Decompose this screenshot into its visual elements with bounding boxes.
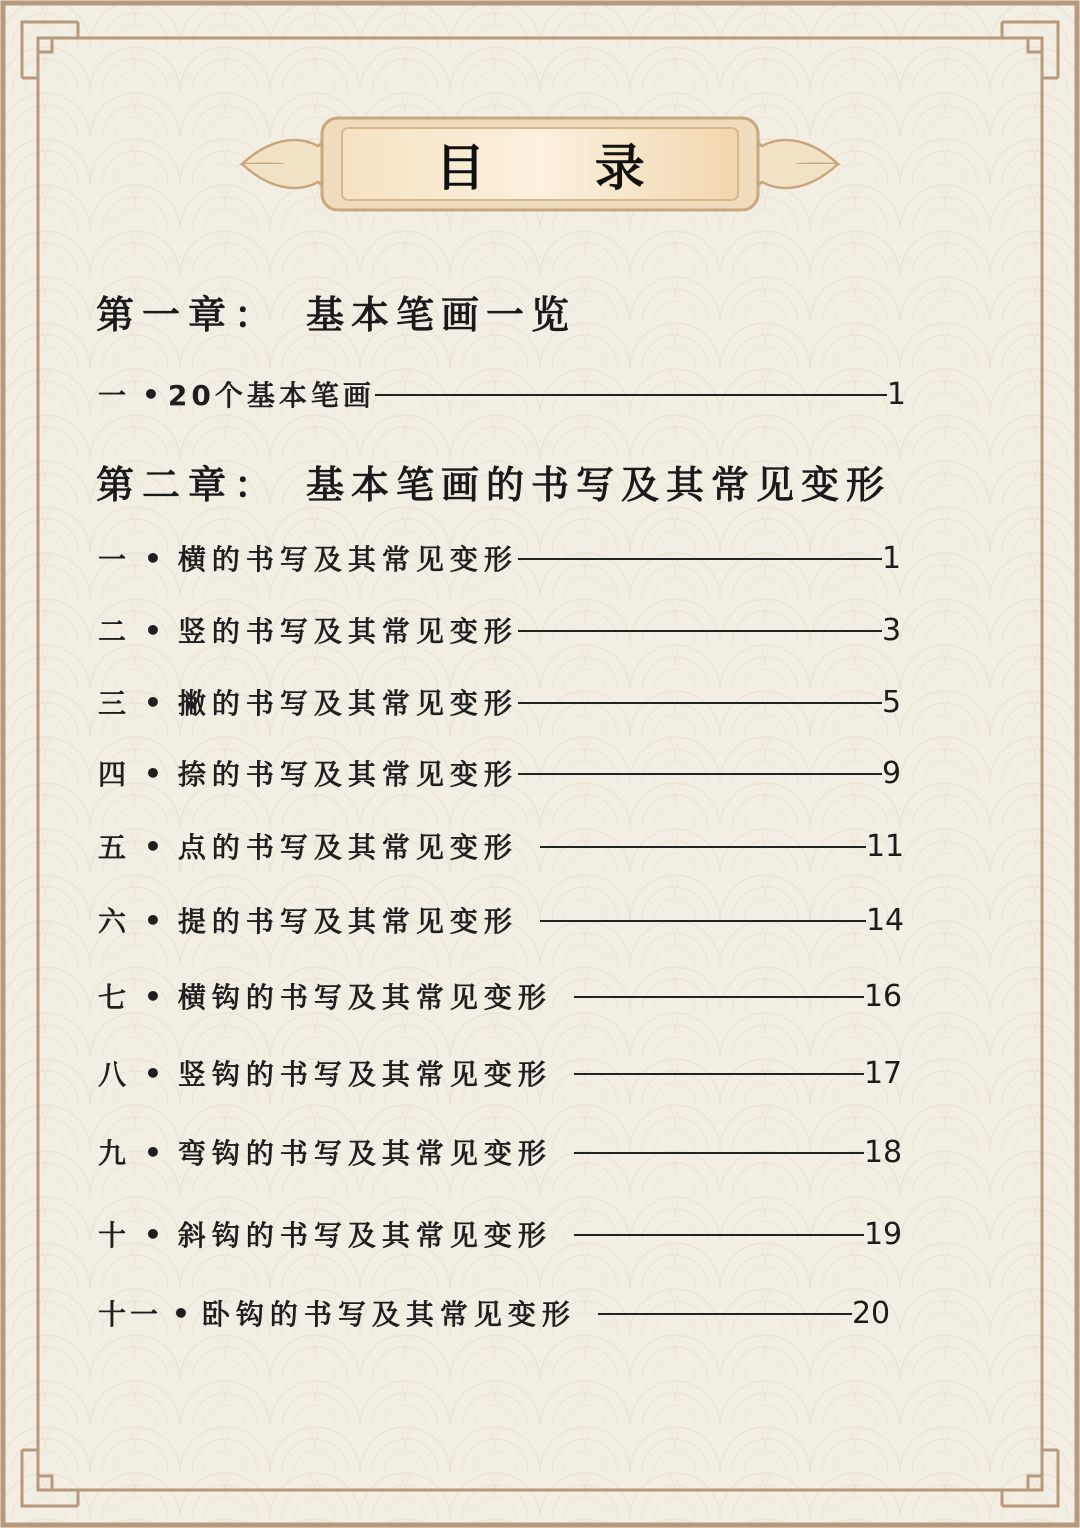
entry-page-number: 14 xyxy=(865,902,905,938)
dotted-leader xyxy=(540,846,866,848)
entry-bullet: • xyxy=(144,1056,162,1090)
entry-bullet: • xyxy=(144,903,162,937)
toc-entry[interactable] xyxy=(98,682,901,722)
entry-bullet: • xyxy=(172,1296,190,1330)
entry-label: 20个基本笔画 xyxy=(167,379,375,412)
toc-entry[interactable] xyxy=(98,1053,902,1093)
entry-number: 十 xyxy=(98,1219,131,1252)
dotted-leader xyxy=(375,394,887,396)
entry-bullet: • xyxy=(144,756,162,790)
entry-bullet: • xyxy=(144,1135,162,1169)
toc-entry[interactable] xyxy=(98,538,901,578)
entry-page-number: 16 xyxy=(863,978,903,1014)
entry-bullet: • xyxy=(144,541,162,575)
toc-entry[interactable] xyxy=(98,900,904,940)
entry-bullet: • xyxy=(144,685,162,719)
dotted-leader xyxy=(574,996,864,998)
entry-label: 提的书写及其常见变形 xyxy=(177,905,518,938)
entry-page-number: 20 xyxy=(851,1295,891,1331)
toc-entry[interactable] xyxy=(98,374,906,414)
entry-page-number: 1 xyxy=(881,540,902,576)
chapter-colon: ： xyxy=(234,293,273,337)
dotted-leader xyxy=(540,920,866,922)
entry-bullet: • xyxy=(144,1217,162,1251)
toc-entry[interactable] xyxy=(98,753,901,793)
entry-label: 撇的书写及其常见变形 xyxy=(177,687,518,720)
entry-bullet: • xyxy=(144,829,162,863)
chapter-title: 基本笔画的书写及其常见变形 xyxy=(306,463,892,507)
entry-label: 竖钩的书写及其常见变形 xyxy=(177,1058,552,1091)
entry-number: 六 xyxy=(98,905,131,938)
entry-number: 四 xyxy=(98,758,131,791)
dotted-leader xyxy=(574,1073,864,1075)
title-cartouche xyxy=(238,112,842,216)
entry-label: 捺的书写及其常见变形 xyxy=(177,758,518,791)
entry-label: 点的书写及其常见变形 xyxy=(177,831,518,864)
dotted-leader xyxy=(518,558,882,560)
entry-number: 一 xyxy=(98,543,131,576)
entry-bullet: • xyxy=(142,377,160,411)
entry-number: 九 xyxy=(98,1137,131,1170)
dotted-leader xyxy=(518,630,882,632)
toc-entry[interactable] xyxy=(98,1214,902,1254)
chapter-heading-2 xyxy=(96,454,891,509)
entry-bullet: • xyxy=(144,613,162,647)
toc-entry[interactable] xyxy=(98,1132,902,1172)
entry-page-number: 19 xyxy=(863,1216,903,1252)
toc-entry[interactable] xyxy=(98,1293,890,1333)
dotted-leader xyxy=(574,1234,864,1236)
entry-label: 横钩的书写及其常见变形 xyxy=(177,981,552,1014)
entry-label: 横的书写及其常见变形 xyxy=(177,543,518,576)
entry-page-number: 17 xyxy=(863,1055,903,1091)
dotted-leader xyxy=(518,702,882,704)
toc-entry[interactable] xyxy=(98,826,904,866)
entry-page-number: 18 xyxy=(863,1134,903,1170)
entry-label: 卧钩的书写及其常见变形 xyxy=(201,1298,576,1331)
entry-page-number: 11 xyxy=(865,828,905,864)
entry-number: 五 xyxy=(98,831,131,864)
entry-number: 八 xyxy=(98,1058,131,1091)
entry-label: 斜钩的书写及其常见变形 xyxy=(177,1219,552,1252)
dotted-leader xyxy=(598,1313,852,1315)
entry-number: 十一 xyxy=(98,1298,163,1331)
chapter-label: 第一章 xyxy=(96,293,235,337)
chapter-heading-1 xyxy=(96,284,576,339)
chapter-colon: ： xyxy=(234,463,273,507)
entry-number: 一 xyxy=(98,379,131,412)
entry-bullet: • xyxy=(144,979,162,1013)
entry-number: 七 xyxy=(98,981,131,1014)
entry-label: 弯钩的书写及其常见变形 xyxy=(177,1137,552,1170)
chapter-label: 第二章 xyxy=(96,463,235,507)
chapter-title: 基本笔画一览 xyxy=(306,293,577,337)
entry-number: 三 xyxy=(98,687,131,720)
dotted-leader xyxy=(518,773,882,775)
entry-label: 竖的书写及其常见变形 xyxy=(177,615,518,648)
entry-page-number: 1 xyxy=(886,376,906,412)
toc-entry[interactable] xyxy=(98,976,902,1016)
entry-page-number: 5 xyxy=(881,684,902,720)
toc-entry[interactable] xyxy=(98,610,901,650)
page-title: 目 录 xyxy=(435,138,691,197)
entry-page-number: 3 xyxy=(881,612,902,648)
entry-number: 二 xyxy=(98,615,131,648)
entry-page-number: 9 xyxy=(881,755,902,791)
dotted-leader xyxy=(574,1152,864,1154)
